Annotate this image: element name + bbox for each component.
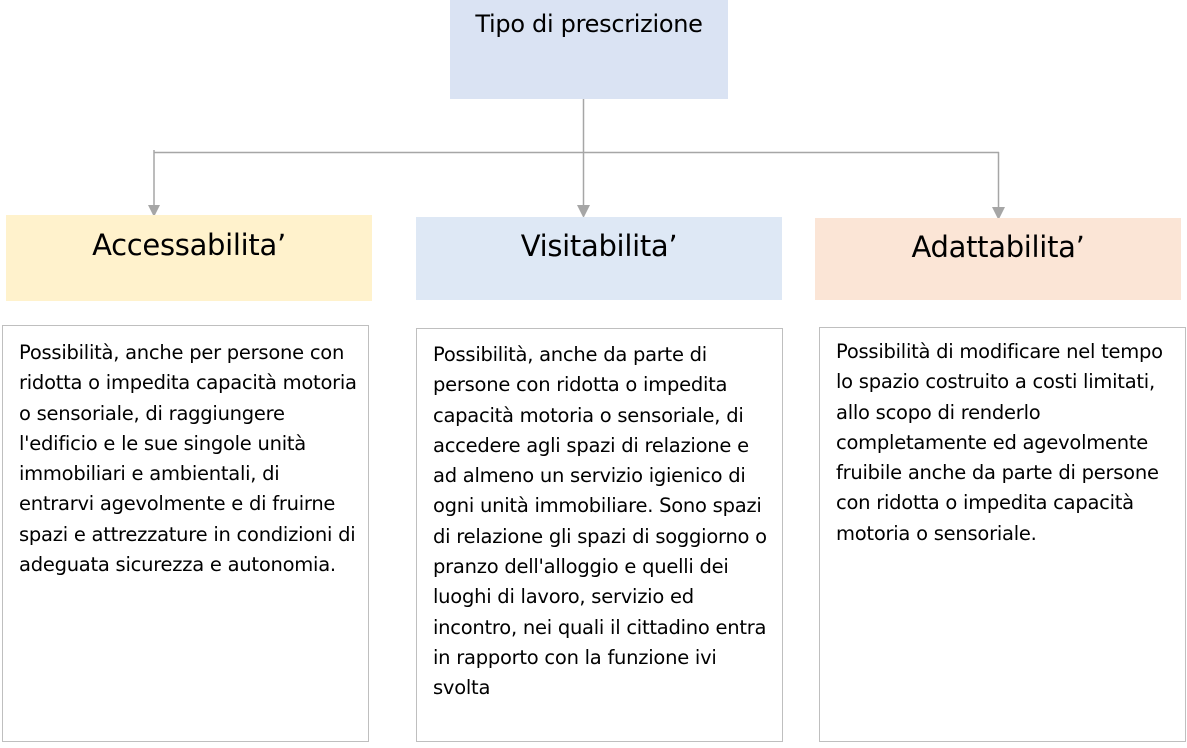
description-box-adattabilita [819,327,1186,742]
description-box-accessabilita [2,325,369,742]
description-text: Possibilità, anche per persone con ridotta o impedita capacità motoria o sensoriale, di raggiungere l'edificio e le sue singole unità immobiliari e ambientali, di entrarvi agevolmente e di fruirne spazi e attrezzature in condizioni di adeguata sicurezza e autonomia. [19,341,357,577]
description-text: Possibilità di modificare nel tempo lo spazio costruito a costi limitati, allo scopo di renderlo completamente ed agevolmente fruibile anche da parte di persone con ridotta o impedita capacità motoria o sensoriale. [836,340,1163,545]
category-label: Visitabilita’ [520,229,678,263]
category-node-accessabilita [6,215,372,301]
category-node-adattabilita [815,218,1181,300]
category-label: Adattabilita’ [911,230,1085,264]
category-label: Accessabilita’ [92,228,286,262]
root-node-label: Tipo di prescrizione [475,10,703,38]
description-box-visitabilita [416,328,783,742]
category-node-visitabilita [416,217,782,300]
description-text: Possibilità, anche da parte di persone con ridotta o impedita capacità motoria o sensoriale, di accedere agli spazi di relazione e ad almeno un servizio igienico di ogni unità immobiliare. Sono spazi di relazione gli spazi di soggiorno o pranzo dell'alloggio e quelli dei luoghi di lavoro, servizio ed incontro, nei quali il cittadino entra in rapporto con la funzione ivi svolta [433,343,767,700]
root-node-tipo-di-prescrizione [450,0,728,99]
